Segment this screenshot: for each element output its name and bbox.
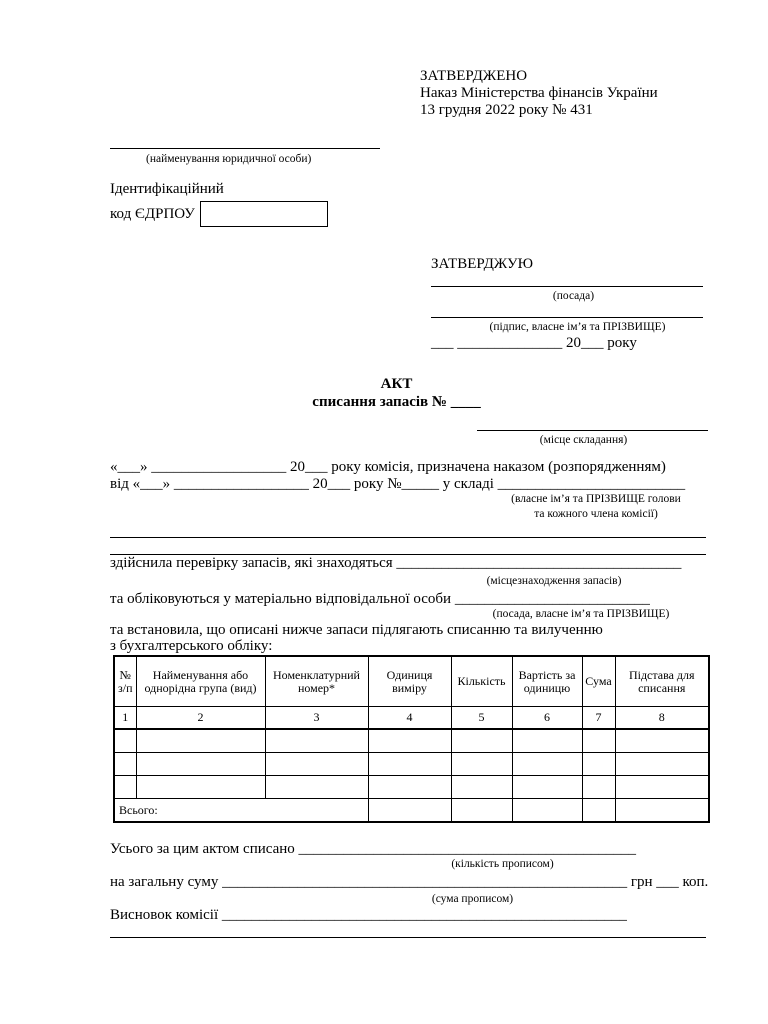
table-cell[interactable] [512, 799, 582, 823]
table-cell[interactable] [615, 753, 709, 776]
established-line-2: з бухгалтерського обліку: [110, 638, 273, 654]
col-number-8: 8 [615, 707, 709, 730]
table-cell[interactable] [615, 776, 709, 799]
table-total-row [114, 799, 709, 823]
signature-caption: (підпис, власне ім’я та ПРІЗВИЩЕ) [489, 321, 666, 333]
table-row [114, 729, 709, 753]
table-cell[interactable] [582, 799, 615, 823]
table-cell[interactable] [615, 799, 709, 823]
col-number-2: 2 [136, 707, 265, 730]
act-subtitle: списання запасів № ____ [312, 394, 481, 410]
person-caption: (посада, власне ім’я та ПРІЗВИЩЕ) [492, 608, 670, 620]
approved-title: ЗАТВЕРДЖЕНО [420, 68, 528, 84]
approved-date: 13 грудня 2022 року № 431 [420, 102, 593, 118]
person-line: та обліковуються у матеріально відповідальної особи __________________________ [110, 591, 650, 607]
table-cell[interactable] [582, 776, 615, 799]
col-header-unit-price: Вартість за одиницю [512, 656, 582, 707]
sum-caption: (сума прописом) [431, 893, 514, 905]
table-cell[interactable] [582, 753, 615, 776]
table-cell[interactable] [615, 729, 709, 753]
conclusion-line: Висновок комісії ______________________________________________________ [110, 907, 627, 923]
table-cell[interactable] [451, 776, 512, 799]
table-row [114, 753, 709, 776]
table-cell[interactable] [114, 753, 136, 776]
col-number-6: 6 [512, 707, 582, 730]
location-caption: (місцезнаходження запасів) [486, 575, 622, 587]
table-cell[interactable] [582, 729, 615, 753]
check-line: здійснила перевірку запасів, які знаходяться ______________________________________ [110, 555, 682, 571]
established-line-1: та встановила, що описані нижче запаси підлягають списанню та вилученню [110, 622, 603, 638]
table-cell[interactable] [114, 776, 136, 799]
col-header-sum: Сума [582, 656, 615, 707]
position-line[interactable] [431, 286, 703, 287]
entity-name-line[interactable] [110, 148, 380, 149]
edrpou-label-1: Ідентифікаційний [110, 181, 224, 197]
edrpou-label-2: код ЄДРПОУ [110, 206, 195, 222]
table-cell[interactable] [451, 799, 512, 823]
members-line-1[interactable] [110, 537, 706, 538]
approved-order: Наказ Міністерства фінансів України [420, 85, 658, 101]
act-title: АКТ [380, 376, 413, 392]
commission-line-2: від «___» __________________ 20___ року №_____ у складі _________________________ [110, 476, 686, 492]
table-cell[interactable] [368, 753, 451, 776]
col-header-reason: Підстава для списання [615, 656, 709, 707]
col-number-4: 4 [368, 707, 451, 730]
table-cell[interactable] [265, 729, 368, 753]
table-cell[interactable] [114, 729, 136, 753]
table-cell[interactable] [136, 776, 265, 799]
total-label: Всього: [114, 799, 368, 823]
col-header-nomenclature: Номенклатурний номер* [265, 656, 368, 707]
table-cell[interactable] [512, 729, 582, 753]
members-caption-2: та кожного члена комісії) [534, 508, 658, 520]
table-cell[interactable] [512, 753, 582, 776]
edrpou-code-box[interactable] [200, 201, 328, 227]
sum-line: на загальну суму ______________________________________________________ грн ___ коп. [110, 874, 709, 890]
col-number-7: 7 [582, 707, 615, 730]
conclusion-line-2[interactable] [110, 937, 706, 938]
table-cell[interactable] [368, 776, 451, 799]
entity-name-caption: (найменування юридичної особи) [146, 153, 312, 165]
table-cell[interactable] [368, 729, 451, 753]
position-caption: (посада) [552, 290, 595, 302]
table-cell[interactable] [265, 776, 368, 799]
table-cell[interactable] [512, 776, 582, 799]
col-number-1: 1 [114, 707, 136, 730]
table-cell[interactable] [136, 729, 265, 753]
confirm-title: ЗАТВЕРДЖУЮ [431, 256, 534, 272]
table-cell[interactable] [451, 753, 512, 776]
place-line[interactable] [477, 430, 708, 431]
table-cell[interactable] [451, 729, 512, 753]
col-number-5: 5 [451, 707, 512, 730]
table-cell[interactable] [265, 753, 368, 776]
write-off-table [113, 655, 710, 823]
col-header-unit: Одиниця виміру [368, 656, 451, 707]
col-number-3: 3 [265, 707, 368, 730]
table-cell[interactable] [136, 753, 265, 776]
col-header-number: № з/п [114, 656, 136, 707]
signature-line[interactable] [431, 317, 703, 318]
quantity-caption: (кількість прописом) [451, 858, 554, 870]
commission-line-1: «___» __________________ 20___ року комісія, призначена наказом (розпорядженням) [110, 459, 666, 475]
place-caption: (місце складання) [539, 434, 628, 446]
table-cell[interactable] [368, 799, 451, 823]
written-off-line: Усього за цим актом списано _____________________________________________ [110, 841, 637, 857]
confirm-date-line: ___ ______________ 20___ року [431, 335, 637, 351]
col-header-quantity: Кількість [451, 656, 512, 707]
table-row [114, 776, 709, 799]
members-caption-1: (власне ім’я та ПРІЗВИЩЕ голови [511, 493, 681, 505]
col-header-name: Найменування або однорідна група (вид) [136, 656, 265, 707]
